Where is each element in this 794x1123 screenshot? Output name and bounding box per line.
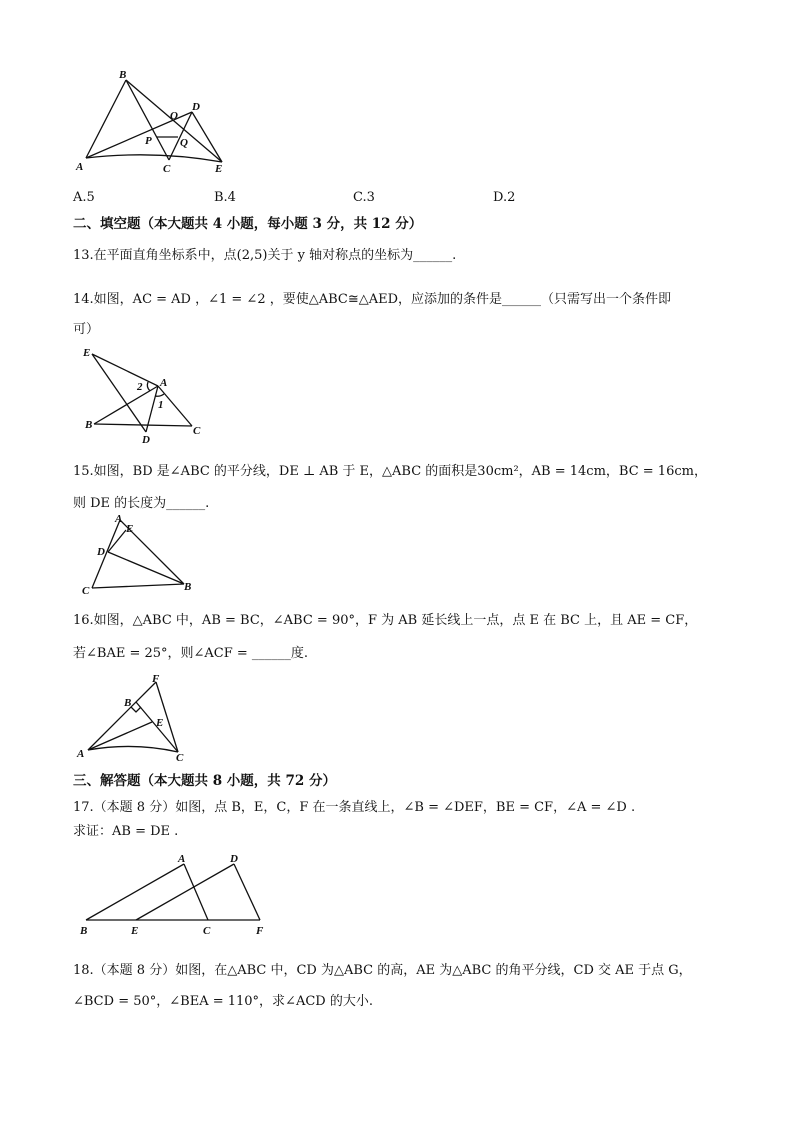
q14-label-c: C bbox=[193, 425, 201, 437]
q12-option-b: B.4 bbox=[214, 190, 236, 205]
q14-line-ab bbox=[94, 386, 158, 424]
q12-arc-ae bbox=[86, 155, 222, 162]
q16-line-ae bbox=[88, 722, 152, 750]
q17-label-a: A bbox=[178, 853, 186, 865]
q16-line-af bbox=[88, 682, 156, 750]
q17-label-f: F bbox=[256, 925, 264, 937]
q17-line-ac bbox=[184, 864, 208, 920]
q15-label-e: E bbox=[126, 523, 134, 535]
q16-figure bbox=[74, 672, 194, 764]
q15-line1: 15.如图，BD 是∠ABC 的平分线，DE ⊥ AB 于 E，△ABC 的面积是30cm²，AB = 14cm，BC = 16cm， bbox=[73, 464, 707, 479]
q16-label-c: C bbox=[176, 752, 184, 764]
q14-label-b: B bbox=[85, 419, 93, 431]
q17-label-c: C bbox=[203, 925, 211, 937]
q14-label-1: 1 bbox=[158, 399, 164, 411]
q16-label-e: E bbox=[156, 717, 164, 729]
q17-label-d: D bbox=[230, 853, 238, 865]
q14-figure bbox=[80, 344, 210, 444]
q16-arc-ac bbox=[88, 746, 178, 752]
q17-line-ed bbox=[136, 864, 234, 920]
q14-label-2: 2 bbox=[137, 381, 143, 393]
section2-title: 二、填空题（本大题共 4 小题，每小题 3 分，共 12 分） bbox=[73, 216, 423, 232]
q12-label-d: D bbox=[192, 101, 200, 113]
q14-line2: 可） bbox=[73, 322, 100, 337]
q16-label-f: F bbox=[152, 673, 160, 685]
q12-line-de bbox=[192, 112, 222, 162]
q15-figure bbox=[80, 512, 200, 598]
q17-label-b: B bbox=[80, 925, 88, 937]
q15-label-c: C bbox=[82, 585, 90, 597]
q12-label-q: Q bbox=[180, 137, 188, 149]
q17-label-e: E bbox=[131, 925, 139, 937]
q18-line2: ∠BCD = 50°，∠BEA = 110°，求∠ACD 的大小. bbox=[73, 994, 373, 1009]
q17-line1: 17.（本题 8 分）如图，点 B，E，C，F 在一条直线上，∠B = ∠DEF，BE = CF，∠A = ∠D . bbox=[73, 800, 636, 815]
q14-label-a: A bbox=[160, 377, 168, 389]
q14-line1: 14.如图，AC = AD ，∠1 = ∠2 ，要使△ABC≅△AED，应添加的条件是______（只需写出一个条件即 bbox=[73, 292, 672, 307]
q18-line1: 18.（本题 8 分）如图，在△ABC 中，CD 为△ABC 的高，AE 为△ABC 的角平分线，CD 交 AE 于点 G， bbox=[73, 963, 692, 978]
q12-line-ab bbox=[86, 80, 126, 158]
q12-label-p: P bbox=[145, 135, 152, 147]
q12-label-o: O bbox=[170, 110, 178, 122]
q16-right-angle-mark bbox=[131, 707, 141, 712]
q12-option-c: C.3 bbox=[353, 190, 375, 205]
q12-option-a: A.5 bbox=[73, 190, 95, 205]
q15-line2: 则 DE 的长度为______. bbox=[73, 496, 210, 511]
q12-label-a: A bbox=[76, 161, 84, 173]
section3-title: 三、解答题（本大题共 8 小题，共 72 分） bbox=[73, 773, 336, 789]
q14-label-d: D bbox=[142, 434, 150, 444]
q17-line2: 求证：AB = DE . bbox=[73, 824, 179, 839]
q16-label-a: A bbox=[77, 748, 85, 760]
q14-line-bc bbox=[94, 424, 192, 426]
q15-label-b: B bbox=[184, 581, 192, 593]
q12-label-b: B bbox=[119, 69, 127, 81]
q17-line-ba bbox=[86, 864, 184, 920]
q14-line-ea bbox=[92, 354, 158, 386]
q12-line-bc bbox=[126, 80, 169, 160]
q14-angle-2-mark bbox=[147, 382, 150, 391]
q15-label-d: D bbox=[97, 546, 105, 558]
q14-label-e: E bbox=[83, 347, 91, 359]
q15-label-a: A bbox=[115, 513, 123, 525]
q12-label-e: E bbox=[215, 163, 223, 175]
q17-figure bbox=[74, 848, 274, 940]
q17-line-df bbox=[234, 864, 260, 920]
q13-text: 13.在平面直角坐标系中，点(2,5)关于 y 轴对称点的坐标为______. bbox=[73, 248, 457, 263]
q16-label-b: B bbox=[124, 697, 132, 709]
q12-label-c: C bbox=[163, 163, 171, 175]
q16-line1: 16.如图，△ABC 中，AB = BC，∠ABC = 90°，F 为 AB 延长线上一点，点 E 在 BC 上，且 AE = CF， bbox=[73, 613, 698, 628]
q15-line-db bbox=[108, 552, 184, 584]
q16-line2: 若∠BAE = 25°，则∠ACF = ______度. bbox=[73, 646, 309, 661]
q12-option-d: D.2 bbox=[493, 190, 516, 205]
q15-line-cb bbox=[92, 584, 184, 588]
q12-figure bbox=[74, 66, 234, 178]
